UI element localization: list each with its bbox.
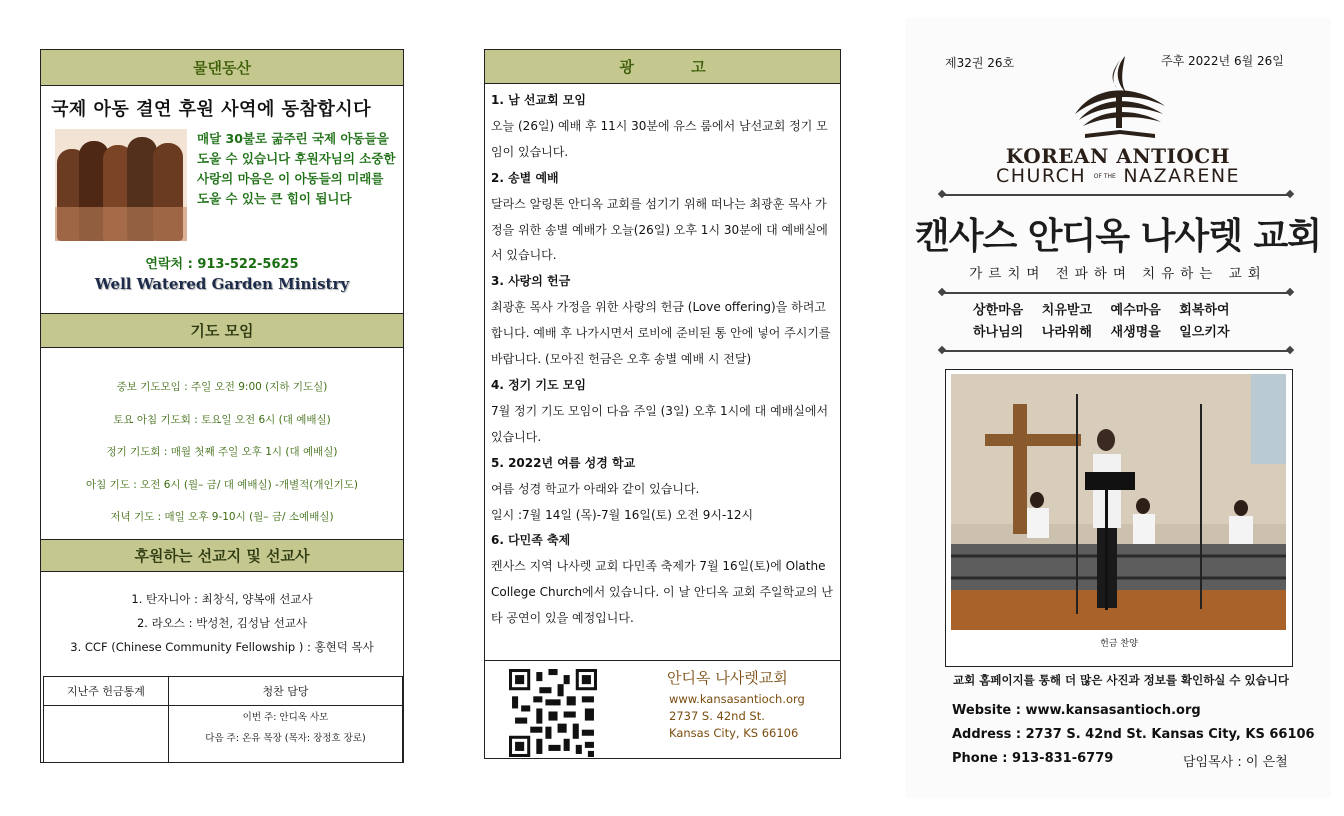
photo-frame [945,369,1293,667]
offering-stats-cell [44,706,169,763]
church-phone: Phone : 913-831-6779 [952,751,1114,766]
divider [943,350,1289,352]
footer-street: 2737 S. 42nd St. [669,709,765,723]
worship-photo [951,374,1286,630]
sponsorship-row [41,129,403,241]
church-address: Address : 2737 S. 42nd St. Kansas City, KS 66106 [952,727,1315,742]
announcement-title: 3. 사랑의 헌금 [491,274,571,289]
flame-book-logo-icon [1065,54,1175,144]
mission-item: 3. CCF (Chinese Community Fellowship ) : 홍현덕 목사 [70,640,374,654]
prayer-header: 기도 모임 [41,313,403,348]
qr-code-icon[interactable] [509,669,597,757]
contact-phone: 연락처 : 913-522-5625 [145,257,299,272]
volume-number: 제32권 26호 [945,56,1015,70]
more-info-note: 교회 홈페이지를 통해 더 많은 사진과 정보를 확인하실 수 있습니다 [953,673,1289,687]
mission-item: 2. 라오스 : 박성천, 김성남 선교사 [136,616,308,630]
sponsorship-headline: 국제 아동 결연 후원 사역에 동참합시다 [51,99,372,120]
middle-panel [484,49,841,759]
offering-table [43,676,403,763]
offering-stats-header: 지난주 헌금통계 [44,677,169,706]
church-website[interactable]: Website : www.kansasantioch.org [952,703,1201,718]
announcement-title: 2. 송별 예배 [491,170,559,185]
mission-item: 1. 탄자니아 : 최창식, 양복애 선교사 [131,592,313,606]
logo-subtitle [905,165,1331,187]
divider [943,292,1289,294]
logo-church: CHURCH [995,165,1087,187]
church-footer [485,660,840,761]
sponsorship-header: 물댄동산 [41,50,403,86]
announcement-body: 일시 :7월 14일 (목)-7월 16일(토) 오전 9시-12시 [491,507,754,522]
prayer-item: 중보 기도모임 : 주일 오전 9:00 (지하 기도실) [116,381,328,393]
announcement-title: 5. 2022년 여름 성경 학교 [491,455,636,470]
left-panel [40,49,404,763]
senior-pastor: 담임목사 : 이 은철 [1183,755,1288,770]
motto-line: 하나님의 나라위해 새생명을 일으키자 [973,325,1230,340]
prayer-item: 토요 아침 기도회 : 토요일 오전 6시 (대 예배실) [113,413,331,426]
church-name-korean: 캔사스 안디옥 나사렛 교회 [914,216,1322,257]
announcement-body: 여름 성경 학교가 아래와 같이 있습니다. [491,481,700,496]
prayer-item: 저녁 기도 : 매일 오후 9-10시 (월– 금/ 소예배실) [110,511,334,523]
church-motto [973,300,1230,344]
announcement-title: 4. 정기 기도 모임 [491,377,586,392]
divider [943,194,1289,196]
announcement-title: 6. 다민족 축제 [491,533,571,548]
duty-this-week: 이번 주: 안디옥 사모 [242,712,329,723]
duty-next-week: 다음 주: 온유 목장 (목자: 장정호 장로) [205,733,366,744]
announcement-body: 켄사스 지역 나사렛 교회 다민족 축제가 7월 16일(토)에 Olathe College Church에서 있습니다. 이 날 안디옥 교회 주일학교의 난타 공연이 있을 예정입니다. [491,559,833,626]
missions-list [41,591,403,663]
announcements [491,88,834,632]
announcement-body: 달라스 알링톤 안디옥 교회를 섬기기 위해 떠나는 최광훈 목사 가정을 위한 송별 예배가 오늘(26일) 오후 1시 30분에 대 예배실에서 있습니다. [491,196,828,263]
announcement-body: 7월 정기 기도 모임이 다음 주일 (3일) 오후 1시에 대 예배실에서 있습니다. [491,403,829,444]
sponsorship-text: 매달 30불로 굶주린 국제 아동들을 도울 수 있습니다 후원자님의 소중한 사랑의 마음은 이 아동들의 미래를 도울 수 있는 큰 힘이 됩니다 [197,131,396,206]
announcement-body: 최광훈 목사 가정을 위한 사랑의 헌금 (Love offering)을 하려고 합니다. 예배 후 나가시면서 로비에 준비된 통 안에 넣어 주시기를 바랍니다. (모아진 헌금은 오후 송별 예배 시 전달) [491,300,831,367]
logo-nazarene: NAZARENE [1123,165,1241,187]
logo-title: KOREAN ANTIOCH [1005,144,1231,168]
logo-of-the: OF THE [1093,173,1116,180]
footer-city: Kansas City, KS 66106 [669,726,799,740]
prayer-item: 정기 기도회 : 매월 첫째 주일 오후 1시 (대 예배실) [106,446,338,458]
prayer-list [41,379,403,542]
photo-caption: 헌금 찬양 [1100,639,1138,649]
prayer-item: 아침 기도 : 오전 6시 (월– 금/ 대 예배실) -개별적(개인기도) [85,478,359,491]
footer-website[interactable]: www.kansasantioch.org [669,692,805,706]
right-panel [905,18,1331,798]
bulletin-date: 주후 2022년 6월 26일 [1161,54,1284,68]
footer-address [669,691,805,742]
missions-header: 후원하는 선교지 및 선교사 [41,539,403,572]
motto-line: 상한마음 치유받고 예수마음 회복하여 [973,303,1230,318]
refreshment-duty-header: 청찬 담당 [169,677,403,706]
refreshment-duty-cell [169,706,403,763]
church-tagline: 가르치며 전파하며 치유하는 교회 [969,266,1267,282]
children-praying-image [55,129,187,241]
announcement-body: 오늘 (26일) 예배 후 11시 30분에 유스 룸에서 남선교회 정기 모임이 있습니다. [491,118,828,159]
announcements-header: 광 고 [485,50,840,84]
footer-church-name: 안디옥 나사렛교회 [667,669,788,687]
ministry-name: Well Watered Garden Ministry [94,275,350,293]
announcement-title: 1. 남 선교회 모임 [491,93,586,107]
